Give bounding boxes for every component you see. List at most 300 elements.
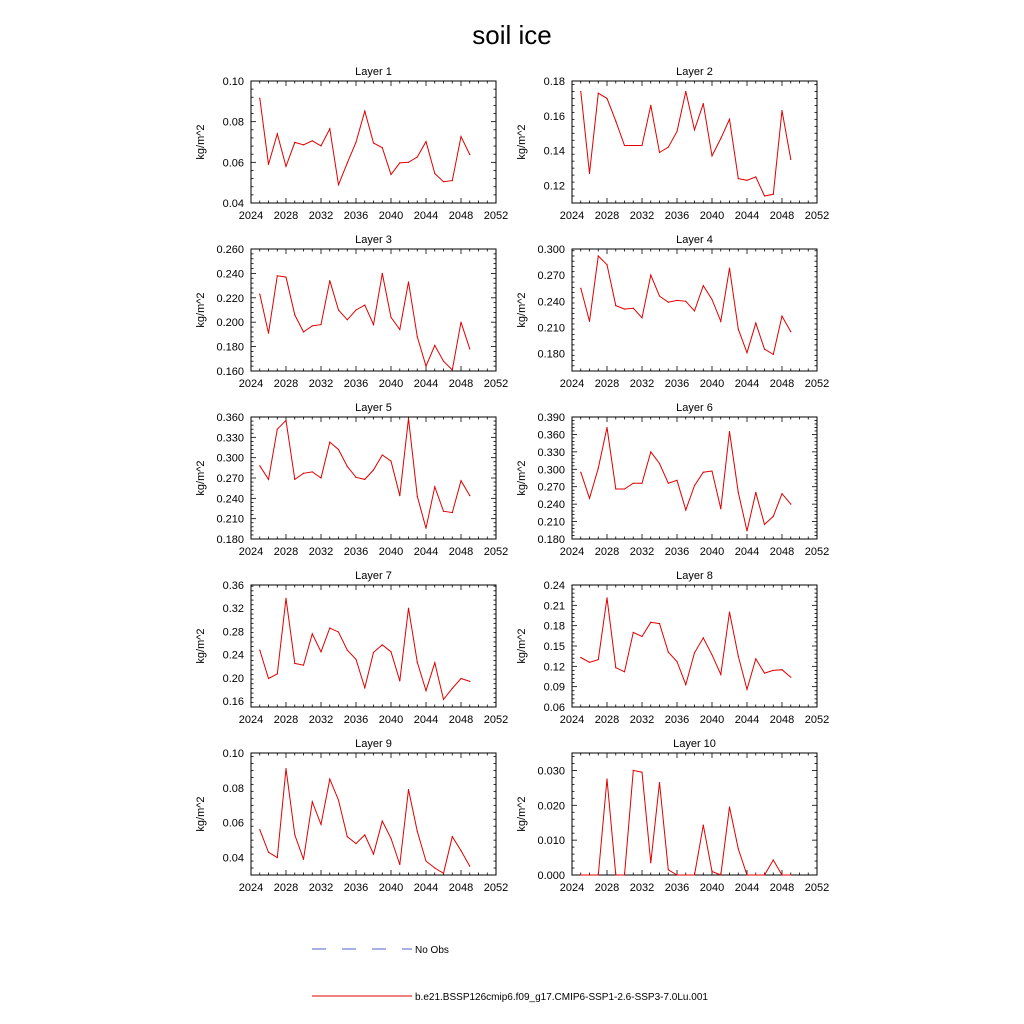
data-point (373, 142, 374, 143)
x-tick-label: 2052 (483, 546, 509, 558)
data-point (259, 649, 260, 650)
x-tick-label: 2040 (378, 210, 404, 222)
plot-frame (251, 753, 496, 875)
data-point (364, 110, 365, 111)
y-tick-label: 0.08 (222, 116, 244, 129)
data-point (312, 140, 313, 141)
x-tick-label: 2036 (343, 378, 369, 390)
y-axis-label: kg/m^2 (195, 124, 207, 160)
panel-title: Layer 6 (676, 402, 713, 414)
data-point (285, 598, 286, 599)
x-tick-label: 2052 (483, 714, 509, 726)
series-line (581, 92, 791, 197)
x-tick-label: 2032 (629, 882, 655, 894)
y-tick-label: 0.21 (543, 600, 565, 613)
data-point (764, 524, 765, 525)
data-point (580, 472, 581, 473)
data-point (303, 859, 304, 860)
x-tick-label: 2048 (448, 546, 474, 558)
data-point (781, 669, 782, 670)
y-tick-label: 0.220 (216, 292, 244, 305)
y-axis-label: kg/m^2 (195, 628, 207, 664)
panel-title: Layer 4 (676, 234, 713, 246)
plot-frame (251, 585, 496, 707)
data-point (285, 276, 286, 277)
data-point (294, 314, 295, 315)
plot-frame (572, 753, 817, 875)
data-point (598, 468, 599, 469)
data-point (373, 469, 374, 470)
data-point (469, 495, 470, 496)
data-point (598, 93, 599, 94)
data-point (773, 194, 774, 195)
data-point (703, 472, 704, 473)
data-point (633, 483, 634, 484)
data-point (711, 871, 712, 872)
y-tick-label: 0.030 (537, 765, 565, 778)
y-tick-label: 0.200 (216, 317, 244, 330)
data-point (598, 874, 599, 875)
data-point (338, 631, 339, 632)
data-point (355, 843, 356, 844)
data-point (624, 874, 625, 875)
data-point (417, 662, 418, 663)
data-point (764, 874, 765, 875)
y-tick-label: 0.12 (543, 661, 565, 674)
data-point (598, 659, 599, 660)
data-point (408, 789, 409, 790)
x-tick-label: 2044 (734, 210, 760, 222)
data-point (676, 874, 677, 875)
y-tick-label: 0.12 (543, 180, 565, 193)
series-line (581, 256, 791, 354)
data-point (773, 859, 774, 860)
data-point (694, 874, 695, 875)
x-tick-label: 2040 (378, 882, 404, 894)
data-point (606, 98, 607, 99)
data-point (790, 677, 791, 678)
legend (312, 945, 708, 1003)
data-point (703, 103, 704, 104)
y-tick-label: 0.160 (216, 366, 244, 378)
x-tick-label: 2024 (238, 714, 264, 726)
x-tick-label: 2024 (559, 210, 585, 222)
data-point (460, 678, 461, 679)
data-point (589, 662, 590, 663)
panel-title: Layer 8 (676, 570, 713, 582)
x-tick-label: 2048 (448, 714, 474, 726)
x-tick-label: 2024 (559, 378, 585, 390)
data-point (650, 451, 651, 452)
x-tick-label: 2028 (594, 210, 620, 222)
data-point (390, 838, 391, 839)
series-line (260, 598, 470, 699)
data-point (285, 420, 286, 421)
y-tick-label: 0.000 (537, 870, 565, 882)
data-point (364, 305, 365, 306)
x-tick-label: 2024 (238, 378, 264, 390)
data-point (452, 836, 453, 837)
data-point (373, 324, 374, 325)
y-axis-label: kg/m^2 (516, 124, 528, 160)
data-point (408, 608, 409, 609)
x-tick-label: 2024 (559, 714, 585, 726)
data-point (606, 264, 607, 265)
y-tick-label: 0.240 (537, 296, 565, 309)
data-point (277, 857, 278, 858)
x-tick-label: 2036 (343, 882, 369, 894)
data-point (624, 145, 625, 146)
data-point (338, 449, 339, 450)
data-point (650, 622, 651, 623)
y-tick-label: 0.240 (216, 493, 244, 506)
y-tick-label: 0.240 (537, 499, 565, 512)
x-tick-label: 2024 (238, 210, 264, 222)
data-point (624, 671, 625, 672)
x-tick-label: 2052 (804, 882, 830, 894)
y-tick-label: 0.210 (537, 516, 565, 529)
plot-frame (572, 585, 817, 707)
data-point (720, 138, 721, 139)
data-point (641, 145, 642, 146)
x-tick-label: 2032 (308, 882, 334, 894)
series-line (260, 273, 470, 369)
data-point (738, 492, 739, 493)
data-point (781, 493, 782, 494)
y-tick-label: 0.24 (543, 580, 565, 592)
data-point (755, 322, 756, 323)
panel-layer-3 (195, 234, 508, 390)
data-point (443, 873, 444, 874)
data-point (773, 516, 774, 517)
y-tick-label: 0.180 (216, 534, 244, 546)
x-tick-label: 2052 (804, 210, 830, 222)
data-point (738, 329, 739, 330)
data-point (364, 479, 365, 480)
y-tick-label: 0.300 (216, 452, 244, 465)
data-point (320, 824, 321, 825)
data-point (676, 300, 677, 301)
panel-title: Layer 3 (355, 234, 392, 246)
data-point (355, 659, 356, 660)
x-tick-label: 2040 (699, 882, 725, 894)
data-point (650, 862, 651, 863)
data-point (703, 637, 704, 638)
data-point (268, 479, 269, 480)
data-point (285, 166, 286, 167)
x-tick-label: 2040 (699, 546, 725, 558)
data-point (425, 690, 426, 691)
y-tick-label: 0.04 (222, 852, 244, 865)
data-point (703, 285, 704, 286)
y-tick-label: 0.210 (216, 513, 244, 526)
data-point (606, 597, 607, 598)
x-tick-label: 2044 (734, 882, 760, 894)
data-point (668, 652, 669, 653)
x-tick-label: 2036 (664, 378, 690, 390)
panel-title: Layer 1 (355, 66, 392, 78)
data-point (659, 295, 660, 296)
y-tick-label: 0.09 (543, 681, 565, 694)
panel-layer-7 (195, 570, 508, 726)
data-point (399, 680, 400, 681)
x-tick-label: 2048 (769, 882, 795, 894)
x-tick-label: 2036 (664, 210, 690, 222)
y-tick-label: 0.330 (216, 432, 244, 445)
data-point (382, 644, 383, 645)
data-point (685, 91, 686, 92)
data-point (589, 498, 590, 499)
x-tick-label: 2048 (448, 210, 474, 222)
x-tick-label: 2052 (483, 210, 509, 222)
data-point (382, 147, 383, 148)
y-tick-label: 0.32 (222, 603, 244, 616)
data-point (259, 829, 260, 830)
data-point (469, 866, 470, 867)
data-point (443, 361, 444, 362)
data-point (694, 485, 695, 486)
x-tick-label: 2036 (664, 714, 690, 726)
data-point (294, 663, 295, 664)
x-tick-label: 2028 (594, 378, 620, 390)
x-tick-label: 2044 (413, 714, 439, 726)
data-point (355, 142, 356, 143)
data-point (347, 466, 348, 467)
y-tick-label: 0.06 (222, 157, 244, 170)
data-point (329, 441, 330, 442)
data-point (303, 331, 304, 332)
plot-frame (572, 417, 817, 539)
data-point (685, 509, 686, 510)
data-point (329, 280, 330, 281)
data-point (790, 159, 791, 160)
data-point (615, 667, 616, 668)
x-tick-label: 2032 (629, 546, 655, 558)
data-point (694, 129, 695, 130)
x-tick-label: 2032 (308, 714, 334, 726)
series-line (581, 428, 791, 531)
data-point (364, 834, 365, 835)
data-point (425, 141, 426, 142)
data-point (277, 133, 278, 134)
x-tick-label: 2032 (629, 714, 655, 726)
data-point (781, 874, 782, 875)
x-tick-label: 2036 (343, 210, 369, 222)
data-point (469, 154, 470, 155)
x-tick-label: 2024 (559, 546, 585, 558)
data-point (434, 662, 435, 663)
data-point (641, 636, 642, 637)
data-point (685, 684, 686, 685)
y-tick-label: 0.15 (543, 641, 565, 653)
data-point (355, 309, 356, 310)
data-point (268, 678, 269, 679)
data-point (729, 431, 730, 432)
data-point (417, 336, 418, 337)
x-tick-label: 2044 (413, 882, 439, 894)
data-point (764, 195, 765, 196)
data-point (268, 164, 269, 165)
y-tick-label: 0.270 (216, 473, 244, 485)
data-point (285, 768, 286, 769)
x-tick-label: 2044 (734, 378, 760, 390)
data-point (729, 806, 730, 807)
data-point (729, 268, 730, 269)
data-point (659, 152, 660, 153)
x-tick-label: 2024 (238, 546, 264, 558)
x-tick-label: 2052 (804, 378, 830, 390)
data-point (417, 831, 418, 832)
data-point (589, 321, 590, 322)
data-point (408, 418, 409, 419)
y-tick-label: 0.360 (537, 429, 565, 442)
y-tick-label: 0.180 (537, 348, 565, 361)
data-point (452, 688, 453, 689)
data-point (711, 299, 712, 300)
y-tick-label: 0.180 (537, 534, 565, 546)
data-point (598, 255, 599, 256)
x-tick-label: 2036 (664, 546, 690, 558)
data-point (408, 281, 409, 282)
y-axis-label: kg/m^2 (195, 292, 207, 328)
panel-title: Layer 2 (676, 66, 713, 78)
data-point (390, 651, 391, 652)
x-tick-label: 2052 (483, 882, 509, 894)
data-point (694, 652, 695, 653)
panel-title: Layer 9 (355, 738, 392, 750)
data-point (294, 142, 295, 143)
data-point (312, 471, 313, 472)
data-point (303, 665, 304, 666)
panel-layer-6 (516, 402, 829, 558)
y-tick-label: 0.28 (222, 626, 244, 639)
y-tick-label: 0.330 (537, 446, 565, 459)
data-point (390, 174, 391, 175)
y-tick-label: 0.270 (537, 270, 565, 283)
data-point (790, 874, 791, 875)
data-point (277, 275, 278, 276)
data-point (338, 184, 339, 185)
x-tick-label: 2052 (804, 714, 830, 726)
data-point (347, 162, 348, 163)
x-tick-label: 2028 (273, 882, 299, 894)
y-tick-label: 0.210 (537, 322, 565, 335)
data-point (373, 853, 374, 854)
data-point (355, 477, 356, 478)
data-point (720, 508, 721, 509)
data-point (580, 657, 581, 658)
y-tick-label: 0.06 (543, 702, 565, 714)
y-axis-label: kg/m^2 (195, 460, 207, 496)
data-point (659, 782, 660, 783)
data-point (615, 488, 616, 489)
data-point (755, 176, 756, 177)
x-tick-label: 2028 (273, 546, 299, 558)
data-point (641, 483, 642, 484)
y-tick-label: 0.10 (222, 748, 244, 760)
data-point (312, 325, 313, 326)
data-point (641, 772, 642, 773)
data-point (633, 145, 634, 146)
data-point (580, 288, 581, 289)
data-point (329, 128, 330, 129)
data-point (303, 144, 304, 145)
data-point (711, 654, 712, 655)
data-point (390, 460, 391, 461)
data-point (694, 310, 695, 311)
data-point (434, 867, 435, 868)
data-point (650, 275, 651, 276)
data-point (755, 492, 756, 493)
x-tick-label: 2048 (769, 546, 795, 558)
data-point (746, 180, 747, 181)
data-point (668, 483, 669, 484)
data-point (650, 105, 651, 106)
data-point (320, 651, 321, 652)
x-tick-label: 2032 (629, 210, 655, 222)
x-tick-label: 2028 (594, 714, 620, 726)
panel-layer-8 (516, 570, 829, 726)
data-point (659, 463, 660, 464)
panel-title: Layer 10 (673, 738, 716, 750)
data-point (755, 874, 756, 875)
y-axis-label: kg/m^2 (516, 292, 528, 328)
y-tick-label: 0.260 (216, 244, 244, 256)
x-tick-label: 2028 (273, 210, 299, 222)
data-point (452, 369, 453, 370)
data-point (746, 352, 747, 353)
y-axis-label: kg/m^2 (516, 796, 528, 832)
data-point (659, 623, 660, 624)
x-tick-label: 2036 (343, 714, 369, 726)
data-point (303, 473, 304, 474)
data-point (773, 670, 774, 671)
data-point (399, 864, 400, 865)
data-point (373, 652, 374, 653)
x-tick-label: 2032 (308, 378, 334, 390)
data-point (312, 633, 313, 634)
data-point (685, 301, 686, 302)
data-point (320, 324, 321, 325)
x-tick-label: 2024 (559, 882, 585, 894)
data-point (382, 820, 383, 821)
x-tick-label: 2048 (769, 378, 795, 390)
data-point (443, 181, 444, 182)
data-point (615, 120, 616, 121)
y-tick-label: 0.06 (222, 817, 244, 830)
panel-layer-5 (195, 402, 508, 558)
data-point (729, 612, 730, 613)
data-point (773, 354, 774, 355)
data-point (668, 147, 669, 148)
panel-layer-10 (516, 738, 829, 894)
panel-layer-9 (195, 738, 508, 894)
data-point (408, 162, 409, 163)
data-point (259, 465, 260, 466)
data-point (294, 834, 295, 835)
series-line (260, 418, 470, 528)
y-axis-label: kg/m^2 (516, 460, 528, 496)
data-point (624, 488, 625, 489)
data-point (720, 321, 721, 322)
y-tick-label: 0.04 (222, 198, 244, 210)
data-point (469, 348, 470, 349)
y-axis-label: kg/m^2 (516, 628, 528, 664)
data-point (720, 674, 721, 675)
x-tick-label: 2048 (769, 714, 795, 726)
data-point (417, 496, 418, 497)
data-point (390, 317, 391, 318)
